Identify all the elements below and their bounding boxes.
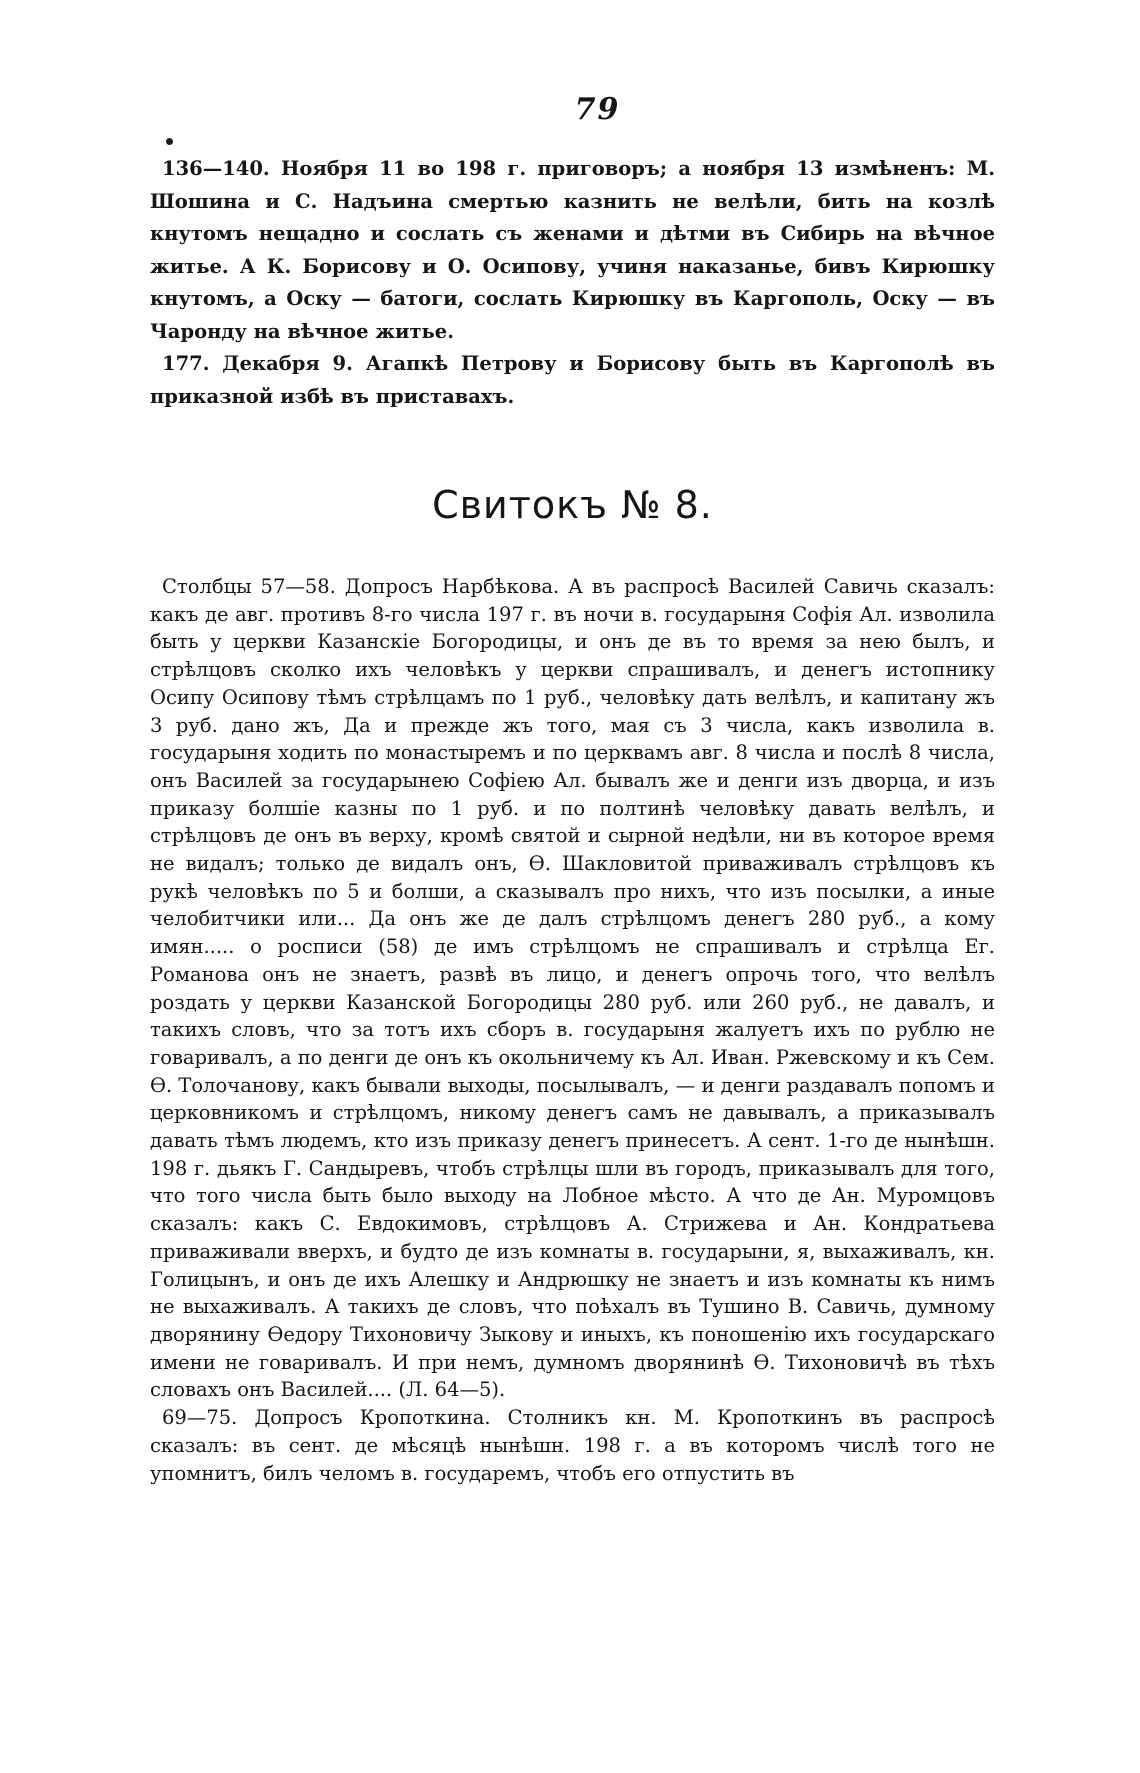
narbekov-interrogation-paragraph: Столбцы 57—58. Допросъ Нарбѣкова. А въ распросѣ Василей Савичь сказалъ: какъ де авг. противъ 8-го числа 197 г. въ ночи в. государыня Софія Ал. изволила быть у церкви Казанскіе Богородицы, и онъ де въ то время за нею былъ, и стрѣлцовъ сколко ихъ человѣкъ у церкви спрашивалъ, и денегъ истопнику Осипу Осипову тѣмъ стрѣлцамъ по 1 руб., человѣку дать велѣлъ, и капитану жъ 3 руб. дано жъ, Да и прежде жъ того, мая съ 3 числа, какъ изволила в. государыня ходить по монастыремъ и по церквамъ авг. 8 числа и послѣ 8 числа, онъ Василей за государынею Софіею Ал. бывалъ же и денги изъ дворца, и изъ приказу болшіе казны по 1 руб. и по полтинѣ человѣку давать велѣлъ, и стрѣлцовъ де онъ въ верху, кромѣ святой и сырной недѣли, ни въ которое время не видалъ; только де видалъ онъ, Ѳ. Шакловитой приваживалъ стрѣлцовъ къ рукѣ человѣкъ по 5 и болши, а сказывалъ про нихъ, что изъ посылки, а иные челобитчики или... Да онъ же де далъ стрѣлцомъ денегъ 280 руб., а кому имян..... о росписи (58) де имъ стрѣлцомъ не спрашивалъ и стрѣлца Ег. Романова онъ не знаетъ, развѣ въ лицо, и денегъ опрочь того, что велѣлъ роздать у церкви Казанской Богородицы 280 руб. или 260 руб., не давалъ, и такихъ словъ, что за тотъ ихъ сборъ в. государыня жалуетъ ихъ по рублю не говаривалъ, а по денги де онъ къ окольничему къ Ал. Иван. Ржевскому и къ Сем. Ѳ. Толочанову, какъ бывали выходы, посылывалъ, — и денги раздавалъ попомъ и церковникомъ и стрѣлцомъ, никому денегъ самъ не давывалъ, а приказывалъ давать тѣмъ людемъ, кто изъ приказу денегъ принесетъ. А сент. 1-го де нынѣшн. 198 г. дьякъ Г. Сандыревъ, чтобъ стрѣлцы шли въ городъ, приказывалъ для того, что того числа быть было выходу на Лобное мѣсто. А что де Ан. Муромцовъ сказалъ: какъ С. Евдокимовъ, стрѣлцовъ А. Стрижева и Ан. Кондратьева приваживали вверхъ, и будто де изъ комнаты в. государыни, я, выхаживалъ, кн. Голицынъ, и онъ де ихъ Алешку и Андрюшку не знаетъ и изъ комнаты къ нимъ не выхаживалъ. А такихъ де словъ, что поѣхалъ въ Тушино В. Савичь, думному дворянину Ѳедору Тихоновичу Зыкову и иныхъ, къ поношенію ихъ государскаго имени не говаривалъ. И при немъ, думномъ дворянинѣ Ѳ. Тихоновичѣ въ тѣхъ словахъ онъ Василей.... (Л. 64—5). <box>150 575 995 1402</box>
kropotkin-interrogation-paragraph: 69—75. Допросъ Кропоткина. Столникъ кн. М. Кропоткинъ въ распросѣ сказалъ: въ сент. де мѣсяцѣ нынѣшн. 198 г. а въ которомъ числѣ того не упомнитъ, билъ челомъ в. государемъ, чтобъ его отпустить въ <box>150 1406 995 1485</box>
record-paragraph-136-140: 136—140. Ноября 11 во 198 г. приговоръ; а ноября 13 измѣненъ: М. Шошина и С. Надъина смертью казнить не велѣли, бить на козлѣ кнутомъ нещадно и сослать съ женами и дѣтми въ Сибирь на вѣчное житье. А К. Борисову и О. Осипову, учиня наказанье, бивъ Кирюшку кнутомъ, а Оску — батоги, сослать Кирюшку въ Каргополь, Оску — въ Чаронду на вѣчное житье. <box>150 157 995 343</box>
record-paragraph-177: 177. Декабря 9. Агапкѣ Петрову и Борисову быть въ Каргополѣ въ приказной избѣ въ приставахъ. <box>150 352 995 408</box>
section-title: Свитокъ № 8. <box>432 483 713 527</box>
document-page <box>150 92 995 1732</box>
page-number: 79 <box>574 92 621 127</box>
sentence-records <box>150 153 995 413</box>
interrogation-text <box>150 573 995 1487</box>
